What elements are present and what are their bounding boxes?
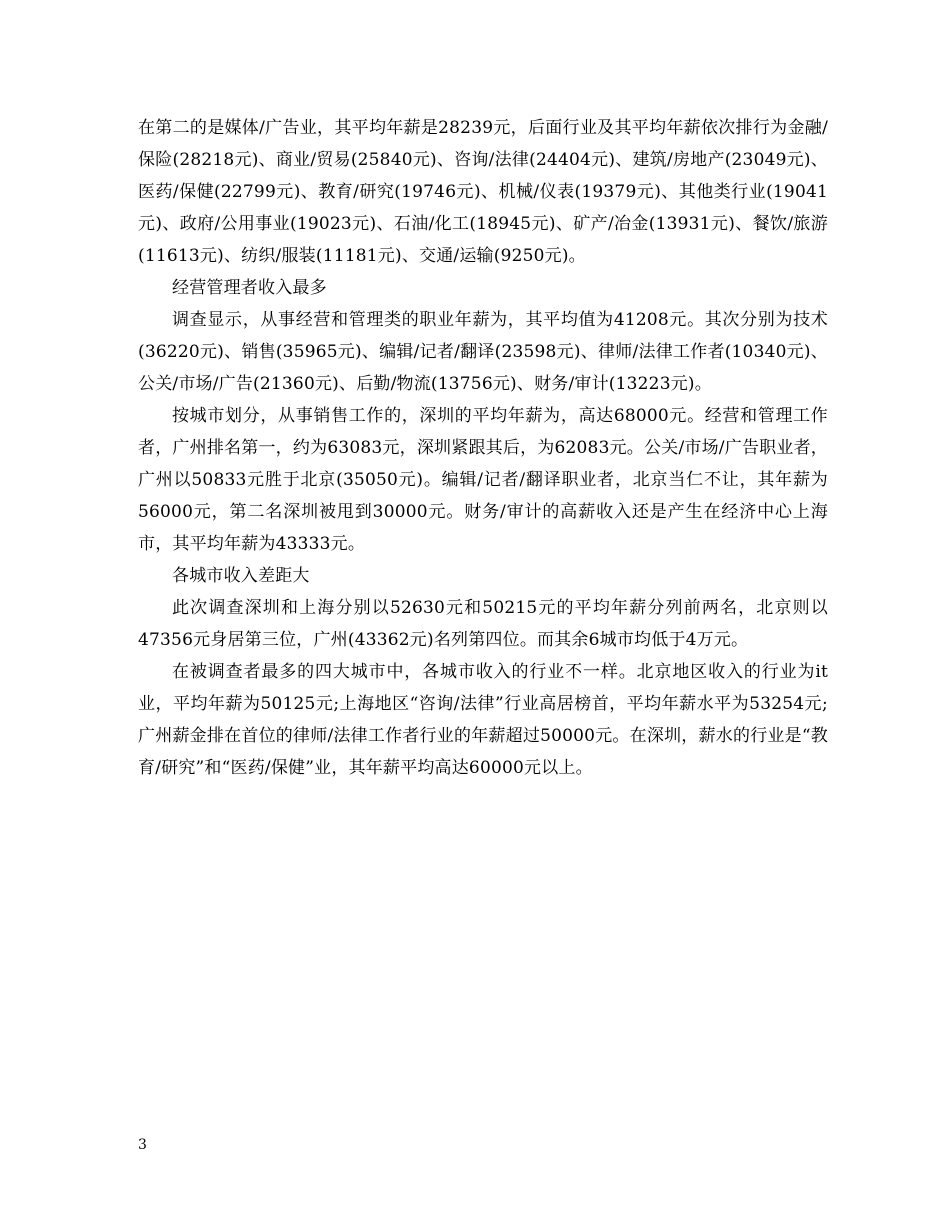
section-heading-city-gap: 各城市收入差距大 bbox=[172, 566, 310, 586]
paragraph-city-ranking: 此次调查深圳和上海分别以52630元和50215元的平均年薪分列前两名，北京则以47356元身居第三位，广州(43362元)名列第四位。而其余6城市均低于4万元。 bbox=[138, 598, 828, 650]
page-number: 3 bbox=[138, 1137, 147, 1153]
paragraph-city-occupation-salaries: 按城市划分，从事销售工作的，深圳的平均年薪为，高达68000元。经营和管理工作者，广州排名第一，约为63083元，深圳紧跟其后，为62083元。公关/市场/广告职业者，广州以50833元胜于北京(35050元)。编辑/记者/翻译职业者，北京当仁不让，其年薪为56000元，第二名深圳被甩到30000元。财务/审计的高薪收入还是产生在经济中心上海市，其平均年薪为43333元。 bbox=[138, 406, 828, 554]
document-body bbox=[138, 112, 828, 784]
paragraph-industry-salaries: 在第二的是媒体/广告业，其平均年薪是28239元，后面行业及其平均年薪依次排行为金融/保险(28218元)、商业/贸易(25840元)、咨询/法律(24404元)、建筑/房地产(23049元)、医药/保健(22799元)、教育/研究(19746元)、机械/仪表(19379元)、其他类行业(19041元)、政府/公用事业(19023元)、石油/化工(18945元)、矿产/冶金(13931元)、餐饮/旅游(11613元)、纺织/服装(11181元)、交通/运输(9250元)。 bbox=[138, 118, 828, 266]
section-heading-management: 经营管理者收入最多 bbox=[172, 278, 327, 298]
paragraph-occupation-salaries: 调查显示，从事经营和管理类的职业年薪为，其平均值为41208元。其次分别为技术(36220元)、销售(35965元)、编辑/记者/翻译(23598元)、律师/法律工作者(10340元)、公关/市场/广告(21360元)、后勤/物流(13756元)、财务/审计(13223元)。 bbox=[138, 310, 828, 394]
paragraph-four-cities: 在被调查者最多的四大城市中，各城市收入的行业不一样。北京地区收入的行业为it业，平均年薪为50125元;上海地区“咨询/法律”行业高居榜首，平均年薪水平为53254元;广州薪金排在首位的律师/法律工作者行业的年薪超过50000元。在深圳，薪水的行业是“教育/研究”和“医药/保健”业，其年薪平均高达60000元以上。 bbox=[138, 662, 828, 778]
